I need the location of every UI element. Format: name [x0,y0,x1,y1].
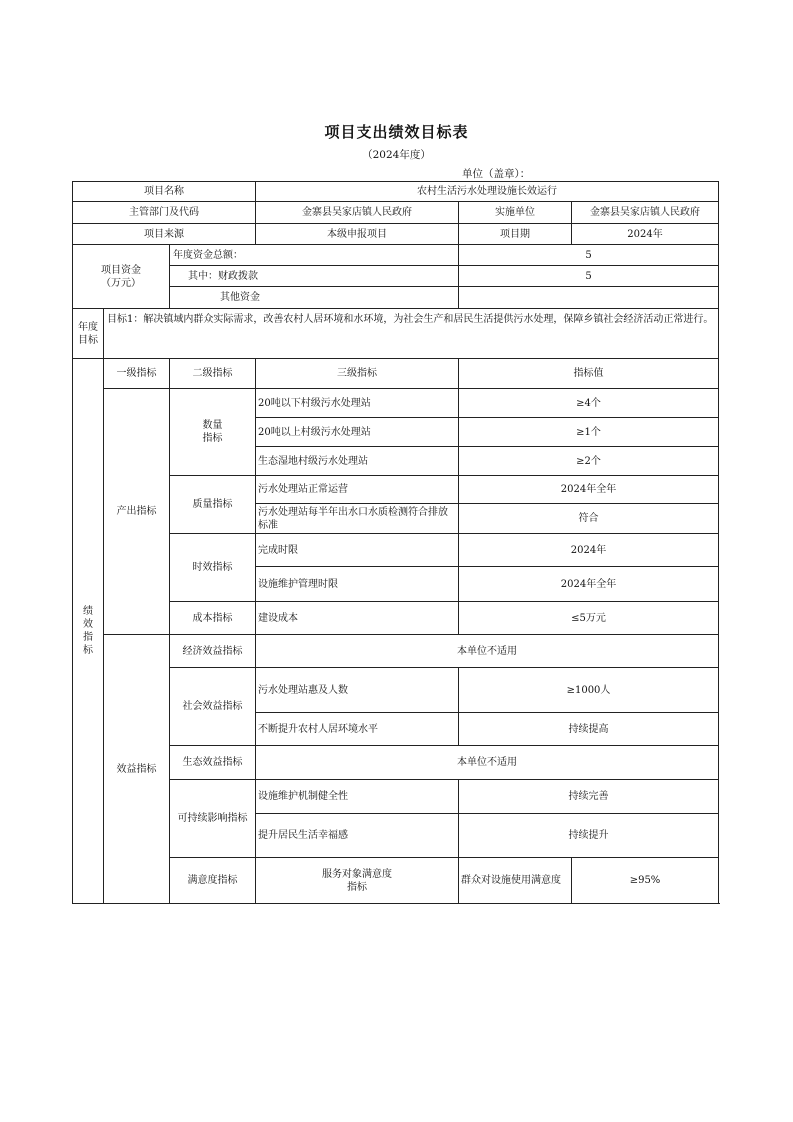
goal-label-line2: 目标 [78,334,98,346]
indicator-value: ≥1个 [459,418,719,447]
dept-label: 主管部门及代码 [73,202,256,224]
period-value: 2024年 [572,224,719,245]
indicator-value: 持续提高 [459,713,719,746]
quality-label: 质量指标 [170,476,256,534]
indicator-name: 设施维护管理时限 [256,567,459,602]
fund-total-value: 5 [459,245,719,266]
performance-table [72,181,719,904]
indicator-name: 污水处理站正常运营 [256,476,459,504]
fund-label-line2: （万元） [101,277,141,289]
period-label: 项目期 [459,224,572,245]
goal-label [73,309,104,359]
indicator-name: 污水处理站惠及人数 [256,668,459,713]
quantity-label [170,389,256,476]
timeliness-label: 时效指标 [170,534,256,602]
fund-fiscal-label: 其中：财政拨款 [170,266,459,287]
header-level2: 二级指标 [170,359,256,389]
impl-label: 实施单位 [459,202,572,224]
perf-side-char-4: 标 [83,645,93,656]
eco-label: 生态效益指标 [170,746,256,780]
benefit-label: 效益指标 [104,635,170,904]
indicator-value: 持续提升 [459,814,719,858]
quantity-label-line2: 指标 [202,433,223,444]
indicator-value: 持续完善 [459,780,719,814]
service-label-line1: 服务对象满意度 [322,868,392,880]
indicator-value: 2024年全年 [459,476,719,504]
header-level3: 三级指标 [256,359,459,389]
indicator-name: 完成时限 [256,534,459,567]
output-label: 产出指标 [104,389,170,635]
indicator-name: 污水处理站每半年出水口水质检测符合排放标准 [256,504,459,534]
indicator-name: 20吨以上村级污水处理站 [256,418,459,447]
indicator-value: ≥4个 [459,389,719,418]
fund-fiscal-value: 5 [459,266,719,287]
dept-value: 金寨县吴家店镇人民政府 [256,202,459,224]
econ-label: 经济效益指标 [170,635,256,668]
indicator-name: 提升居民生活幸福感 [256,814,459,858]
fund-label [73,245,170,309]
project-name-value: 农村生活污水处理设施长效运行 [256,182,719,202]
header-value: 指标值 [459,359,719,389]
project-name-label: 项目名称 [73,182,256,202]
indicator-value: 2024年 [459,534,719,567]
unit-stamp-label: 单位（盖章）： [462,168,531,180]
cost-label: 成本指标 [170,602,256,635]
source-label: 项目来源 [73,224,256,245]
indicator-value: ≥1000人 [459,668,719,713]
indicator-name: 生态湿地村级污水处理站 [256,447,459,476]
econ-value: 本单位不适用 [256,635,719,668]
header-level1: 一级指标 [104,359,170,389]
year-subtitle: （2024年度） [362,149,431,161]
perf-side-label [73,359,104,904]
indicator-value: ≥2个 [459,447,719,476]
indicator-value: ≥95% [572,858,719,904]
perf-side-char-1: 绩 [83,606,93,617]
sustain-label: 可持续影响指标 [170,780,256,858]
indicator-name: 建设成本 [256,602,459,635]
indicator-name: 20吨以下村级污水处理站 [256,389,459,418]
indicator-name: 不断提升农村人居环境水平 [256,713,459,746]
source-value: 本级申报项目 [256,224,459,245]
indicator-value: 符合 [459,504,719,534]
satisfaction-label: 满意度指标 [170,858,256,904]
social-label: 社会效益指标 [170,668,256,746]
quantity-label-line1: 数量 [202,420,223,431]
impl-value: 金寨县吴家店镇人民政府 [572,202,719,224]
fund-other-value [459,287,719,309]
service-label [256,858,459,904]
fund-label-line1: 项目资金 [101,264,141,276]
goal-text: 目标1：解决镇域内群众实际需求，改善农村人居环境和水环境，为社会生产和居民生活提供污水处理，保障乡镇社会经济活动正常进行。 [104,309,719,359]
indicator-name: 设施维护机制健全性 [256,780,459,814]
page-title: 项目支出绩效目标表 [324,123,469,141]
goal-label-line1: 年度 [78,321,98,333]
perf-side-char-2: 效 [83,619,93,630]
indicator-value: 2024年全年 [459,567,719,602]
fund-other-label: 其他资金 [170,287,459,309]
fund-total-label: 年度资金总额： [170,245,459,266]
service-label-line2: 指标 [347,881,367,893]
eco-value: 本单位不适用 [256,746,719,780]
indicator-name: 群众对设施使用满意度 [459,858,572,904]
perf-side-char-3: 指 [83,632,93,643]
indicator-value: ≤5万元 [459,602,719,635]
